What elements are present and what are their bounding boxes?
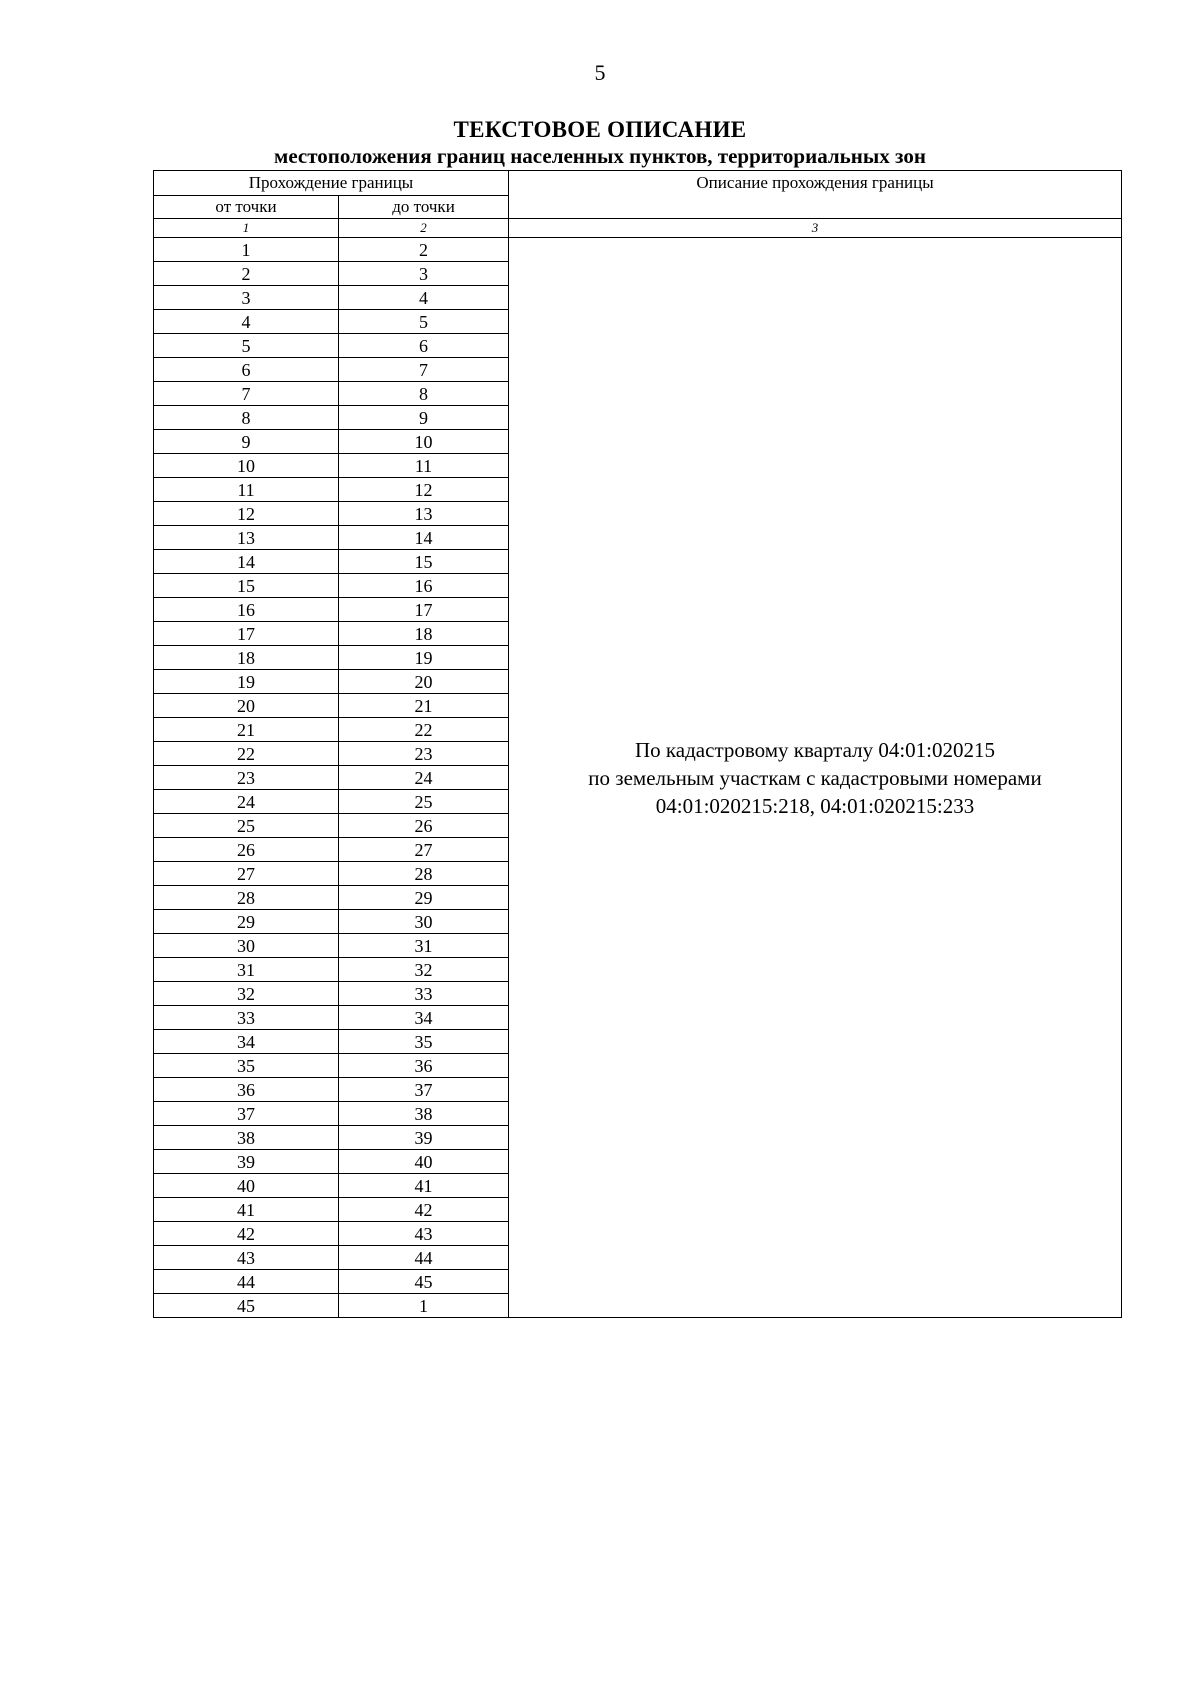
from-point-cell: 18 — [154, 646, 339, 670]
to-point-cell: 32 — [339, 958, 509, 982]
column-number-row — [154, 219, 1122, 238]
from-point-cell: 19 — [154, 670, 339, 694]
header-to-point: до точки — [339, 196, 509, 219]
to-point-cell: 16 — [339, 574, 509, 598]
to-point-cell: 40 — [339, 1150, 509, 1174]
from-point-cell: 43 — [154, 1246, 339, 1270]
from-point-cell: 29 — [154, 910, 339, 934]
header-boundary-passage: Прохождение границы — [154, 171, 509, 196]
from-point-cell: 9 — [154, 430, 339, 454]
to-point-cell: 23 — [339, 742, 509, 766]
from-point-cell: 3 — [154, 286, 339, 310]
to-point-cell: 17 — [339, 598, 509, 622]
to-point-cell: 27 — [339, 838, 509, 862]
from-point-cell: 15 — [154, 574, 339, 598]
to-point-cell: 6 — [339, 334, 509, 358]
from-point-cell: 22 — [154, 742, 339, 766]
from-point-cell: 36 — [154, 1078, 339, 1102]
to-point-cell: 21 — [339, 694, 509, 718]
from-point-cell: 17 — [154, 622, 339, 646]
column-number-3: 3 — [509, 219, 1122, 238]
to-point-cell: 5 — [339, 310, 509, 334]
document-subtitle: местоположения границ населенных пунктов, территориальных зон — [274, 144, 926, 168]
to-point-cell: 38 — [339, 1102, 509, 1126]
from-point-cell: 12 — [154, 502, 339, 526]
to-point-cell: 4 — [339, 286, 509, 310]
to-point-cell: 8 — [339, 382, 509, 406]
to-point-cell: 18 — [339, 622, 509, 646]
to-point-cell: 15 — [339, 550, 509, 574]
to-point-cell: 39 — [339, 1126, 509, 1150]
to-point-cell: 34 — [339, 1006, 509, 1030]
from-point-cell: 2 — [154, 262, 339, 286]
description-line: по земельным участкам с кадастровыми номерами — [588, 765, 1042, 790]
from-point-cell: 28 — [154, 886, 339, 910]
header-from-point: от точки — [154, 196, 339, 219]
from-point-cell: 40 — [154, 1174, 339, 1198]
to-point-cell: 37 — [339, 1078, 509, 1102]
to-point-cell: 33 — [339, 982, 509, 1006]
from-point-cell: 27 — [154, 862, 339, 886]
from-point-cell: 41 — [154, 1198, 339, 1222]
from-point-cell: 21 — [154, 718, 339, 742]
from-point-cell: 14 — [154, 550, 339, 574]
header-description: Описание прохождения границы — [509, 171, 1122, 219]
to-point-cell: 44 — [339, 1246, 509, 1270]
to-point-cell: 19 — [339, 646, 509, 670]
from-point-cell: 37 — [154, 1102, 339, 1126]
from-point-cell: 35 — [154, 1054, 339, 1078]
to-point-cell: 35 — [339, 1030, 509, 1054]
from-point-cell: 5 — [154, 334, 339, 358]
description-line: По кадастровому кварталу 04:01:020215 — [635, 737, 996, 762]
to-point-cell: 42 — [339, 1198, 509, 1222]
from-point-cell: 39 — [154, 1150, 339, 1174]
to-point-cell: 43 — [339, 1222, 509, 1246]
to-point-cell: 7 — [339, 358, 509, 382]
from-point-cell: 32 — [154, 982, 339, 1006]
to-point-cell: 22 — [339, 718, 509, 742]
from-point-cell: 13 — [154, 526, 339, 550]
column-number-2: 2 — [339, 219, 509, 238]
page-number: 5 — [594, 60, 606, 85]
from-point-cell: 34 — [154, 1030, 339, 1054]
from-point-cell: 31 — [154, 958, 339, 982]
boundary-table — [153, 170, 1122, 1318]
header-row-1 — [154, 171, 1122, 196]
from-point-cell: 44 — [154, 1270, 339, 1294]
from-point-cell: 20 — [154, 694, 339, 718]
to-point-cell: 25 — [339, 790, 509, 814]
boundary-description — [509, 238, 1122, 1318]
from-point-cell: 30 — [154, 934, 339, 958]
description-line: 04:01:020215:218, 04:01:020215:233 — [655, 793, 975, 818]
from-point-cell: 7 — [154, 382, 339, 406]
column-number-1: 1 — [154, 219, 339, 238]
to-point-cell: 11 — [339, 454, 509, 478]
to-point-cell: 45 — [339, 1270, 509, 1294]
to-point-cell: 36 — [339, 1054, 509, 1078]
from-point-cell: 26 — [154, 838, 339, 862]
to-point-cell: 28 — [339, 862, 509, 886]
from-point-cell: 6 — [154, 358, 339, 382]
to-point-cell: 1 — [339, 1294, 509, 1318]
from-point-cell: 1 — [154, 238, 339, 262]
to-point-cell: 24 — [339, 766, 509, 790]
to-point-cell: 9 — [339, 406, 509, 430]
to-point-cell: 14 — [339, 526, 509, 550]
to-point-cell: 29 — [339, 886, 509, 910]
to-point-cell: 41 — [339, 1174, 509, 1198]
from-point-cell: 24 — [154, 790, 339, 814]
to-point-cell: 3 — [339, 262, 509, 286]
from-point-cell: 16 — [154, 598, 339, 622]
from-point-cell: 33 — [154, 1006, 339, 1030]
to-point-cell: 10 — [339, 430, 509, 454]
to-point-cell: 20 — [339, 670, 509, 694]
from-point-cell: 11 — [154, 478, 339, 502]
to-point-cell: 12 — [339, 478, 509, 502]
from-point-cell: 42 — [154, 1222, 339, 1246]
from-point-cell: 8 — [154, 406, 339, 430]
to-point-cell: 30 — [339, 910, 509, 934]
to-point-cell: 31 — [339, 934, 509, 958]
from-point-cell: 45 — [154, 1294, 339, 1318]
from-point-cell: 38 — [154, 1126, 339, 1150]
from-point-cell: 10 — [154, 454, 339, 478]
to-point-cell: 13 — [339, 502, 509, 526]
document-title: ТЕКСТОВОЕ ОПИСАНИЕ — [453, 117, 747, 142]
from-point-cell: 25 — [154, 814, 339, 838]
table-row — [154, 238, 1122, 262]
from-point-cell: 4 — [154, 310, 339, 334]
to-point-cell: 26 — [339, 814, 509, 838]
from-point-cell: 23 — [154, 766, 339, 790]
to-point-cell: 2 — [339, 238, 509, 262]
